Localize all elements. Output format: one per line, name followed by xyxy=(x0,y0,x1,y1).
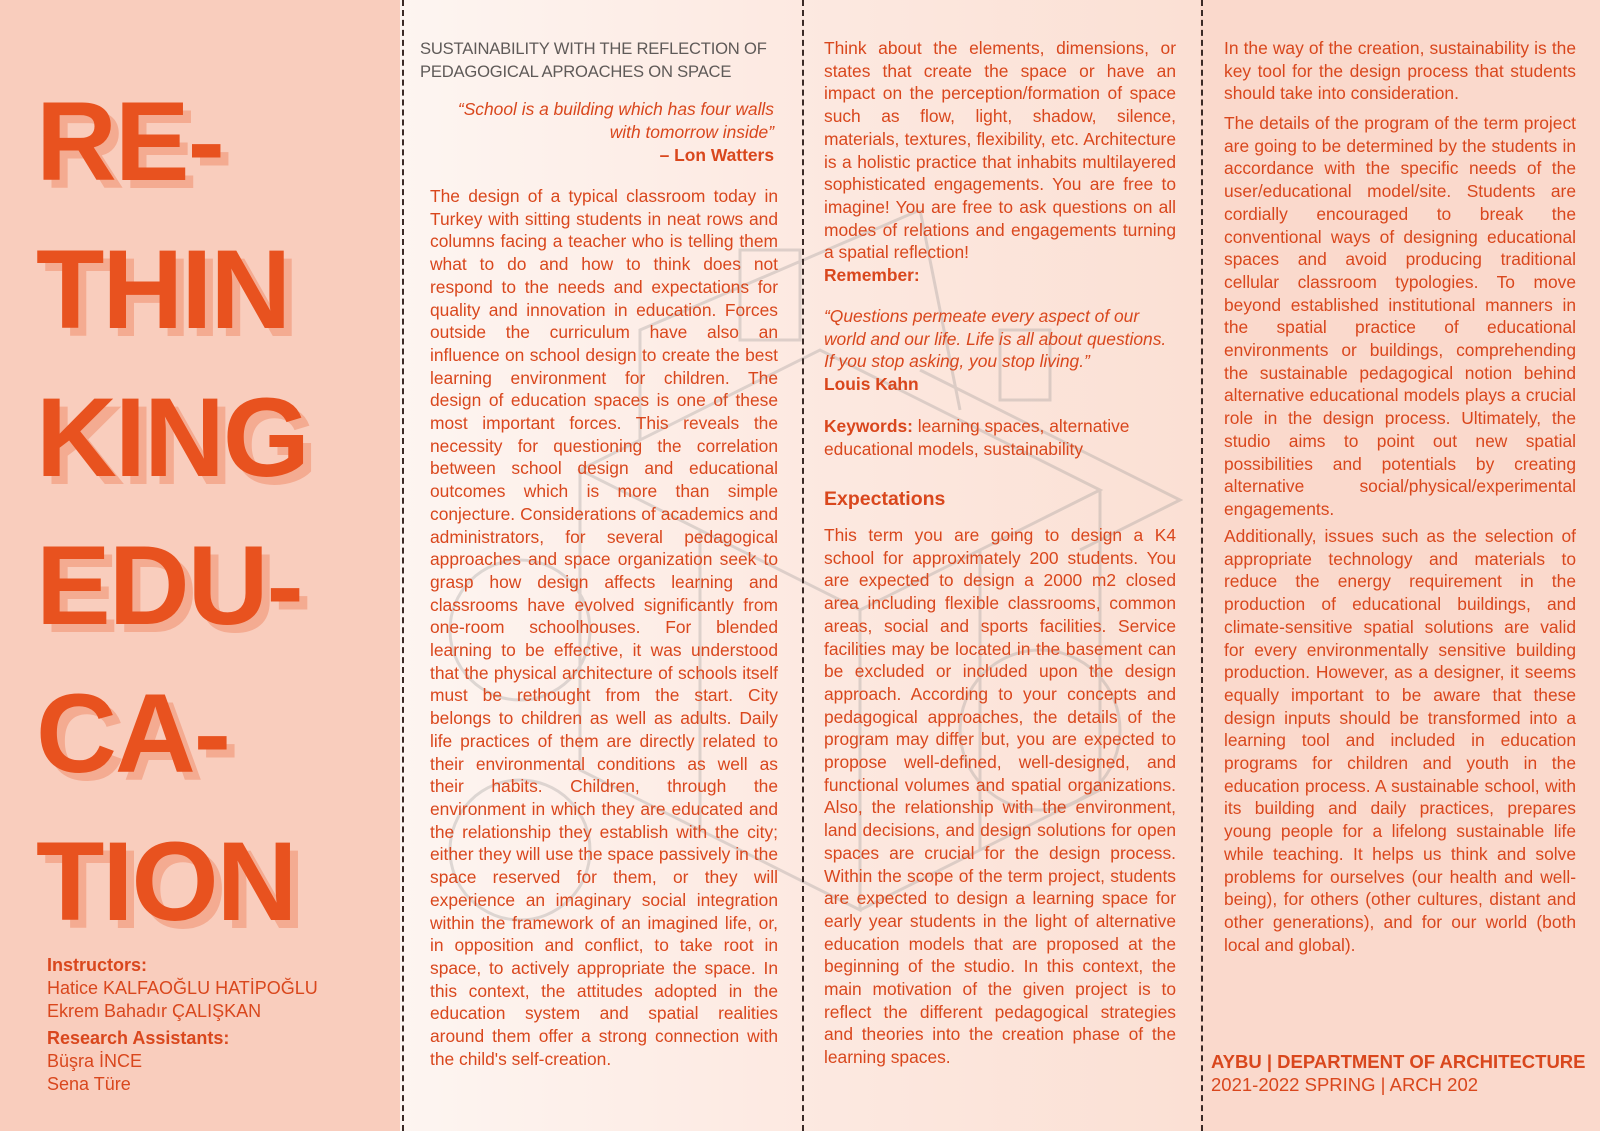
kahn-quote xyxy=(824,305,1176,396)
intro-body: The design of a typical classroom today in Turkey with sitting students in neat rows and columns facing a teacher who is telling them what to do and how to think does not respond to the needs and expectations for quality and innovation in education. Forces outside the curriculum have also an influence on school design to create the best learning environment for children. The design of education spaces is one of these most important forces. This reveals the necessity for questioning the correlation between school design and educational outcomes which is more than simple conjecture. Considerations of academics and administrators, for several pedagogical approaches and space organization seek to grasp how design affects learning and classrooms have evolved significantly from one-room schoolhouses. For blended learning to be effective, it was understood that the physical architecture of schools itself must be rethought from the start. City belongs to children as well as adults. Daily life practices of them are directly related to their environmental conditions as well as their habits. Children, through the environment in which they are educated and the relationship they establish with the city; either they will use the space passively in the space reserved for them, or they will experience an imaginary social integration within the framework of an imagined life, or, in opposition and conflict, to take root in space, to actively appropriate the space. In this context, the attitudes adopted in the education system and spatial realities around them offer a strong connection with the child's self-creation. xyxy=(430,186,778,1069)
title-line: KING xyxy=(36,375,308,500)
title-line: CA- xyxy=(36,671,230,796)
assistant-name: Sena Türe xyxy=(47,1074,131,1094)
title-line: EDU- xyxy=(36,523,302,648)
sustainable-school-paragraph: Additionally, issues such as the selection of appropriate technology and materials to reduce the energy requirement in the production of educational buildings, and climate-sensitive spatial solutions are valid for every environmentally sensitive building production. However, as a designer, it seems equally important to be aware that these design inputs should be transformed into a learning tool and included in education programs for children and youth in the education process. A sustainable school, with its building and daily practices, prepares young people for a lifelong sustainable life while teaching. It helps us think and solve problems for ourselves (our health and well-being), for others (other cultures, distant and other generations), and for our world (both local and global). xyxy=(1224,526,1576,955)
title-line: THIN xyxy=(36,227,290,352)
assistant-name: Büşra İNCE xyxy=(47,1051,143,1071)
term-label: 2021-2022 SPRING | ARCH 202 xyxy=(1211,1074,1479,1095)
expectations-body: This term you are going to design a K4 school for approximately 200 students. You are expected to design a 2000 m2 closed area including flexible classrooms, common areas, social and sports facilities. Service facilities may be located in the basement can be excluded or included upon the design approach. According to your concepts and pedagogical approaches, the details of the program may differ but, you are expected to propose well-defined, well-designed, and functional volumes and spatial organizations. Also, the relationship with the environment, land decisions, and design solutions for open spaces are crucial for the design process. Within the scope of the term project, students are expected to design a learning space for early year students in the light of alternative education models that are proposed at the beginning of the studio. In this context, the main motivation of the given project is to reflect the different pedagogical strategies and theories into the creation phase of the learning spaces. xyxy=(824,525,1176,1068)
keywords xyxy=(824,415,1176,460)
title-line: TION xyxy=(36,819,296,944)
department-label: AYBU | DEPARTMENT OF ARCHITECTURE xyxy=(1211,1051,1586,1072)
credits-block xyxy=(47,954,318,1096)
brief-intro xyxy=(824,37,1176,287)
program-paragraph: The details of the program of the term project are going to be determined by the students in accordance with the specific needs of the user/educational model/site. Students are cordially encouraged to break the conventional ways of designing educational spaces and avoid producing traditional cellular classroom typologies. To move beyond established institutional manners in the spatial practice of educational environments or buildings, comprehending the sustainable pedagogical notion behind alternative educational models plays a crucial role in the design process. Ultimately, the studio aims to point out new spatial possibilities and potentials by creating alternative social/physical/experimental engagements. xyxy=(1224,113,1576,519)
title-line: RE- xyxy=(36,79,223,204)
instructor-name: Ekrem Bahadır ÇALIŞKAN xyxy=(47,1001,262,1021)
keywords-label: Keywords: xyxy=(824,416,913,436)
sustainability-intro: In the way of the creation, sustainability is the key tool for the design process that students should take into consideration. xyxy=(1224,38,1576,104)
keywords-list: learning spaces, alternative educational models, sustainability xyxy=(824,416,1130,459)
kahn-quote-text: “Questions permeate every aspect of our world and our life. Life is all about questions. If you stop asking, you stop living.” xyxy=(824,306,1167,372)
fold-line-2 xyxy=(802,0,804,1131)
kahn-quote-author: Louis Kahn xyxy=(824,374,919,395)
assistants-label: Research Assistants: xyxy=(47,1028,230,1048)
quote-text: “School is a building which has four walls with tomorrow inside” xyxy=(457,99,774,142)
brief-intro-text: Think about the elements, dimensions, or states that create the space or have an impact on the perception/formation of space such as flow, light, shadow, silence, materials, textures, flexibility, etc. Architecture is a holistic practice that inhabits multilayered sophisticated engagements. You are free to imagine! You are free to ask questions on all modes of relations and engagements turning a spatial reflection! xyxy=(824,38,1176,263)
instructors-label: Instructors: xyxy=(47,955,148,975)
fold-line-3 xyxy=(1201,0,1203,1131)
epigraph-quote xyxy=(444,98,774,167)
subtitle: SUSTAINABILITY WITH THE REFLECTION OF PEDAGOGICAL APROACHES ON SPACE xyxy=(420,39,767,81)
instructor-name: Hatice KALFAOĞLU HATİPOĞLU xyxy=(47,978,318,998)
quote-author: – Lon Watters xyxy=(659,145,774,165)
fold-line-1 xyxy=(402,0,404,1131)
main-title xyxy=(36,68,308,956)
footer xyxy=(1211,1050,1586,1096)
remember-label: Remember: xyxy=(824,265,920,286)
expectations-heading: Expectations xyxy=(824,488,946,510)
